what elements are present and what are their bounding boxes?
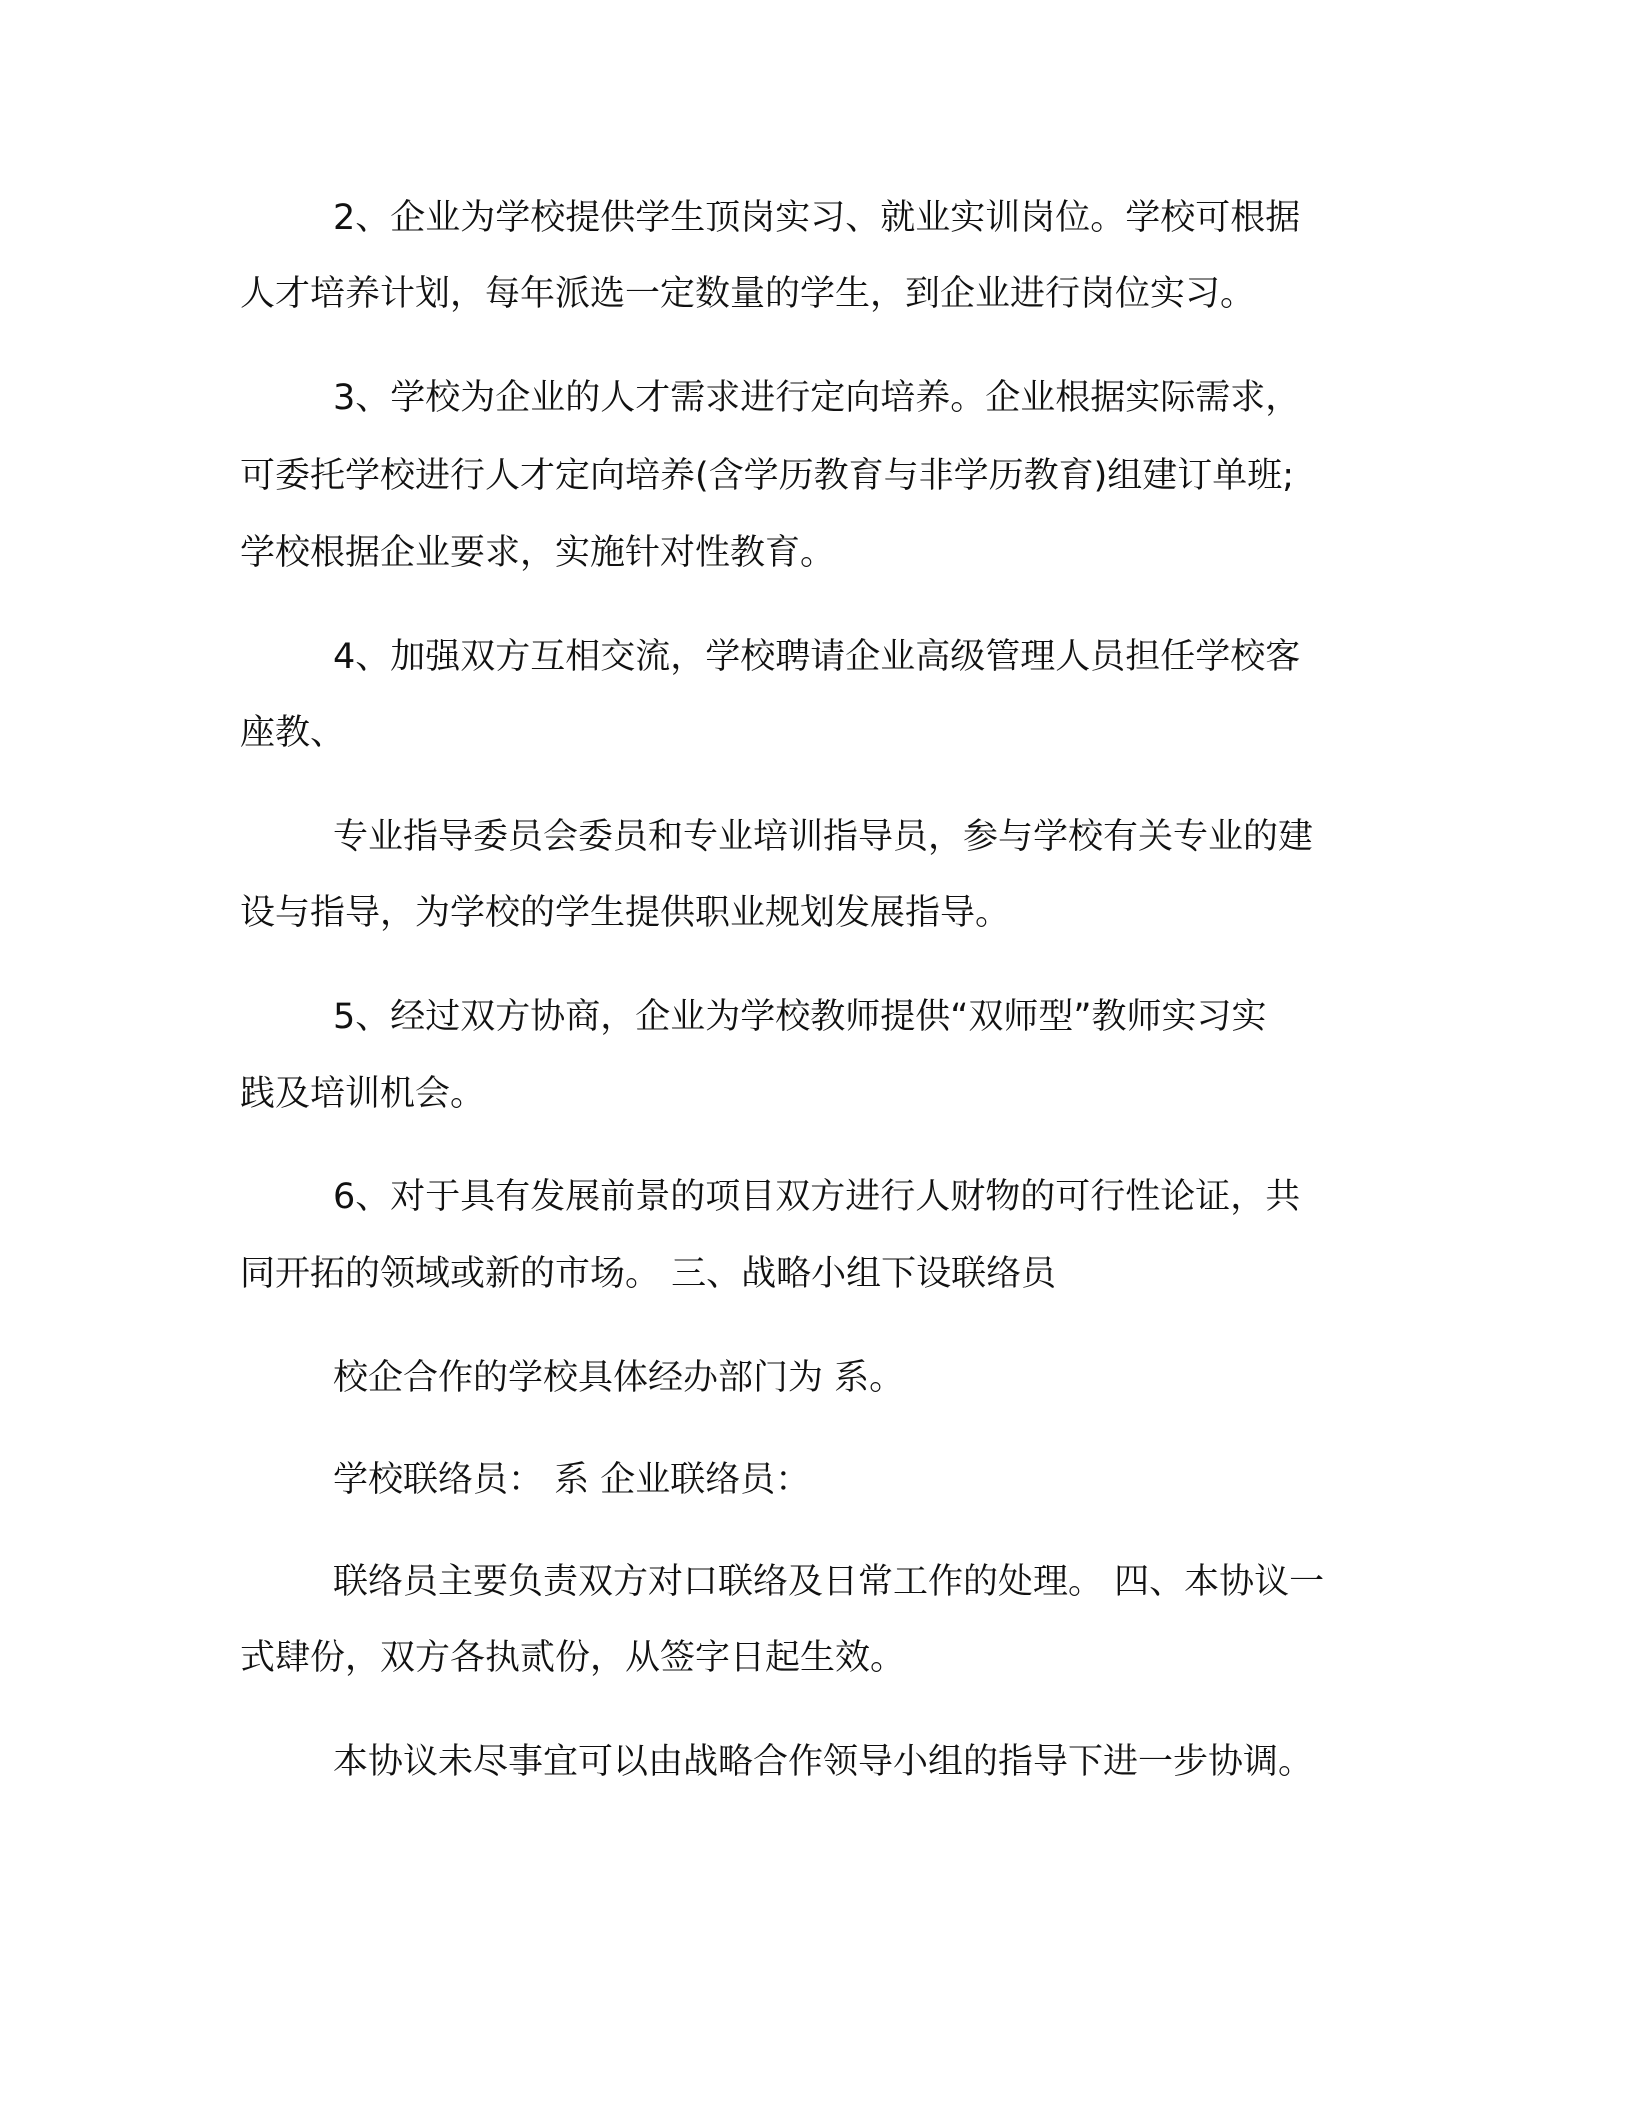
paragraph-8-line-1: 学校联络员： 系 企业联络员： <box>333 1460 811 1500</box>
paragraph-4-line-2: 座教、 <box>240 713 346 753</box>
paragraph-4-line-1: 4、加强双方互相交流，学校聘请企业高级管理人员担任学校客 <box>333 637 1301 677</box>
paragraph-3-line-2: 可委托学校进行人才定向培养(含学历教育与非学历教育)组建订单班; <box>240 456 1295 496</box>
paragraph-3-line-1: 3、学校为企业的人才需求进行定向培养。企业根据实际需求， <box>333 378 1301 418</box>
paragraph-2-line-1: 2、企业为学校提供学生顶岗实习、就业实训岗位。学校可根据 <box>333 198 1301 238</box>
paragraph-9-line-2: 式肆份，双方各执贰份，从签字日起生效。 <box>240 1638 906 1678</box>
paragraph-5-line-1: 5、经过双方协商，企业为学校教师提供“双师型”教师实习实 <box>333 997 1267 1037</box>
paragraph-7-line-1: 校企合作的学校具体经办部门为 系。 <box>333 1358 905 1398</box>
paragraph-4b-line-2: 设与指导，为学校的学生提供职业规划发展指导。 <box>240 893 1011 933</box>
paragraph-2-line-2: 人才培养计划，每年派选一定数量的学生，到企业进行岗位实习。 <box>240 274 1256 314</box>
paragraph-4b-line-1: 专业指导委员会委员和专业培训指导员，参与学校有关专业的建 <box>333 817 1314 857</box>
paragraph-6-line-1: 6、对于具有发展前景的项目双方进行人财物的可行性论证，共 <box>333 1177 1301 1217</box>
paragraph-6-line-2: 同开拓的领域或新的市场。 三、战略小组下设联络员 <box>240 1254 1057 1294</box>
paragraph-9-line-1: 联络员主要负责双方对口联络及日常工作的处理。 四、本协议一 <box>333 1562 1325 1602</box>
paragraph-3-line-3: 学校根据企业要求，实施针对性教育。 <box>240 533 836 573</box>
paragraph-10-line-1: 本协议未尽事宜可以由战略合作领导小组的指导下进一步协调。 <box>333 1742 1314 1782</box>
paragraph-5-line-2: 践及培训机会。 <box>240 1074 486 1114</box>
